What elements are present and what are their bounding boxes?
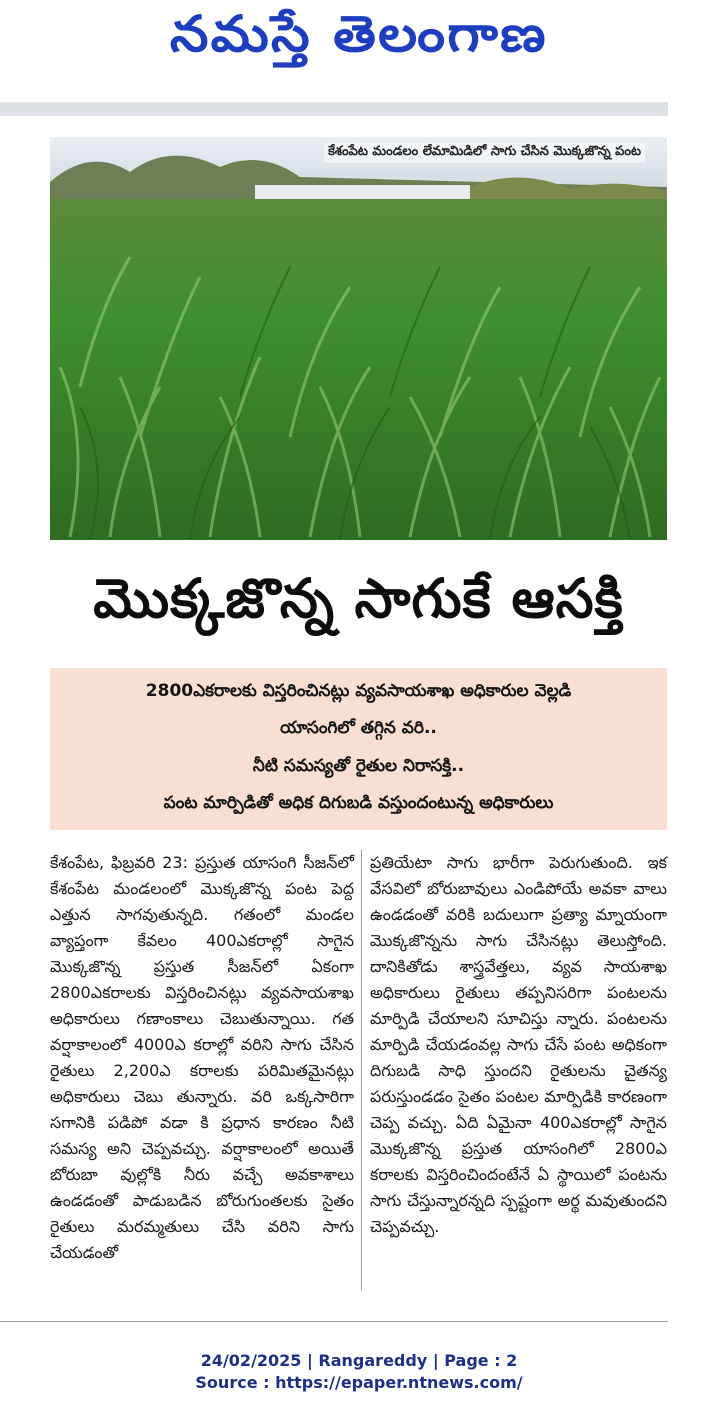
article-body-right: ప్రతియేటా సాగు భారీగా పెరుగుతుంది. ఇక వేసవిలో బోరుబావులు ఎండిపోయే అవకా వాలు ఉండడంతో వరికి బదులుగా ప్రత్యా మ్నాయంగా మొక్కజొన్నను సాగు చేసినట్లు తెలుస్తోంది. దానికితోడు శాస్త్రవేత్తలు, వ్యవ సాయశాఖ అధికారులు రైతులు తప్పనిసరిగా పంటలను మార్పిడి చేయాలని సూచిస్తు న్నారు. పంటలను మార్పిడి చేయడంవల్ల సాగు చేసే పంట అధికంగా దిగుబడి సాధి స్తుందని రైతులను చైతన్య పరుస్తుండడం సైతం పంటల మార్పిడికి కారణంగా చెప్ప వచ్చు. ఏది ఏమైనా 400ఎకరాల్లో సాగైన మొక్కజొన్న ప్రస్తుత యాసంగిలో 2800ఎ కరాలకు విస్తరించిందంటేనే ఏ స్థాయిలో పంటను సాగు చేస్తున్నారన్నది స్పష్టంగా అర్థ మవుతుందని చెప్పవచ్చు. (370, 853, 667, 1236)
headline-text: మొక్కజొన్న సాగుకే ఆసక్తి (93, 566, 624, 630)
footer-divider (0, 1321, 668, 1322)
subheading-line: యాసంగిలో తగ్గిన వరి.. (280, 718, 437, 739)
field (50, 199, 667, 540)
shed-roof (255, 185, 470, 199)
cornfield-illustration (50, 137, 667, 540)
subheading-line: 2800ఎకరాలకు విస్తరించినట్లు వ్యవసాయశాఖ అధికారుల వెల్లడి (145, 681, 572, 702)
cornfield-photo (50, 137, 667, 540)
footer (0, 1350, 718, 1394)
article-body-left: కేశంపేట, ఫిబ్రవరి 23: ప్రస్తుత యాసంగి సీజన్‌లో కేశంపేట మండలంలో మొక్కజొన్న పంట పెద్ద ఎత్తున సాగవుతున్నది. గతంలో మండల వ్యాప్తంగా కేవలం 400ఎకరాల్లో సాగైన మొక్కజొన్న ప్రస్తుత సీజన్‌లో ఏకంగా 2800ఎకరాలకు విస్తరించినట్లు వ్యవసాయశాఖ అధికారులు గణాంకాలు చెబుతున్నాయి. గత వర్షాకాలంలో 4000ఎ కరాల్లో వరిని సాగు చేసిన రైతులు 2,200ఎ కరాలకు పరిమితమైనట్లు అధికారులు చెబు తున్నారు. వరి ఒక్కసారిగా సగానికి పడిపో వడా కి ప్రధాన కారణం నీటి సమస్య అని చెప్పవచ్చు. వర్షాకాలంలో అయితే బోరుబా వుల్లోకి నీరు వచ్చే అవకాశాలు ఉండడంతో పాడుబడిన బోరుగుంతలకు సైతం రైతులు మరమ్మతులు చేసి వరిని సాగు చేయడంతో (50, 853, 354, 1262)
masthead-divider (0, 102, 668, 116)
article-column-left (50, 850, 354, 1290)
footer-source: Source : https://epaper.ntnews.com/ (195, 1373, 523, 1392)
subheading-box (50, 668, 667, 830)
column-divider (361, 850, 362, 1290)
masthead (0, 0, 718, 80)
photo-caption: కేశంపేట మండలం లేమామిడిలో సాగు చేసిన మొక్కజొన్న పంట (324, 143, 645, 163)
subheading-line: పంట మార్పిడితో అధిక దిగుబడి వస్తుందంటున్న అధికారులు (163, 792, 554, 813)
headline (50, 560, 667, 650)
footer-edition-info: 24/02/2025 | Rangareddy | Page : 2 (200, 1351, 518, 1370)
masthead-title: నమస్తే తెలంగాణ (170, 4, 548, 63)
subheading-line: నీటి సమస్యతో రైతుల నిరాసక్తి.. (252, 755, 465, 776)
article-column-right (370, 850, 667, 1290)
